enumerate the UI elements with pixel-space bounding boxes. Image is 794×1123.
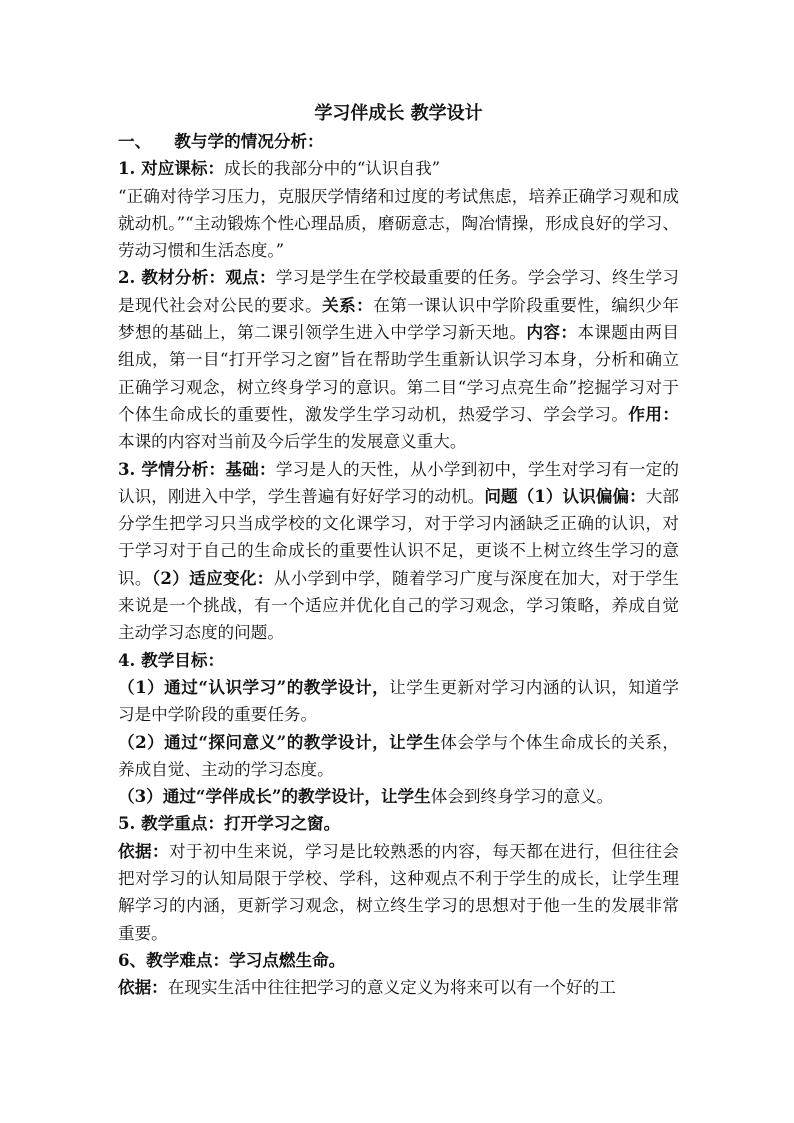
- paragraph-curriculum-quote: “正确对待学习压力，克服厌学情绪和过度的考试焦虑，培养正确学习观和成就动机。”“主动锻炼个性心理品质，磨砺意志，陶冶情操，形成良好的学习、劳动习惯和生活态度。”: [118, 186, 679, 261]
- goal-3: [118, 783, 679, 810]
- goal-1-bold: （1）通过“认识学习”的教学设计，: [118, 676, 390, 697]
- document-title: 学习伴成长 教学设计: [314, 103, 483, 124]
- goal-2-bold: （2）通过“探问意义”的教学设计，让学生: [118, 731, 441, 752]
- difficulty-heading: 6、教学难点：学习点燃生命。: [118, 949, 346, 970]
- problem-label: 问题（1）认识偏偏：: [484, 485, 646, 506]
- section-heading-1: [118, 128, 679, 155]
- section-label: 教与学的情况分析：: [174, 131, 324, 151]
- problem-text: 大部分学生把学习只当成学校的文化课学习，对于学习内涵缺乏正确的认识，对于学习对于自己的生命成长的重要性认识不足，更谈不上树立终生学习的意识。: [118, 486, 680, 588]
- relation-text: 在第一课认识中学阶段重要性，编织少年梦想的基础上，第二课引领学生进入中学学习新天地。: [118, 295, 680, 343]
- difficulty-basis-text: 在现实生活中往往把学习的意义定义为将来可以有一个好的工: [167, 978, 616, 998]
- difficulty-basis: [118, 974, 679, 1001]
- paragraph-learning-analysis: [118, 456, 679, 647]
- basis-text: 学习是人的天性，从小学到初中，学生对学习有一定的认识，刚进入中学，学生普遍有好好学习的动机。: [118, 459, 680, 506]
- section-number: 一、: [118, 131, 152, 151]
- viewpoint-label: 观点：: [225, 267, 276, 288]
- goal-1: [118, 674, 679, 729]
- content-text: 本课题由两目组成，第一目“打开学习之窗”旨在帮助学生重新认识学习本身，分析和确立正确学习观念，树立终身学习的意识。第二目“学习点亮生命”挖掘学习对于个体生命成长的重要性，激发学生学习动机，热爱学习、学会学习。: [118, 323, 680, 424]
- key-point-basis-label: 依据：: [118, 840, 170, 861]
- curriculum-label: 1. 对应课标：: [118, 158, 225, 179]
- paragraph-textbook-analysis: [118, 264, 679, 455]
- difficulty-basis-label: 依据：: [118, 977, 168, 998]
- adapt-label: （2）适应变化：: [151, 567, 274, 588]
- effect-text: 本课的内容对当前及今后学生的发展意义重大。: [118, 432, 467, 452]
- learning-analysis-label: 3. 学情分析：: [118, 458, 226, 479]
- viewpoint-text: 学习是学生在学校最重要的任务。学会学习、终生学习是现代社会对公民的要求。: [118, 268, 680, 315]
- key-point-basis-text: 对于初中生来说，学习是比较熟悉的内容，每天都在进行，但往往会把对学习的认知局限于学校、学科，这种观点不利于学生的成长，让学生理解学习的内涵，更新学习观念，树立终生学习的思想对于他一生的发展非常重要。: [118, 841, 680, 943]
- effect-label: 作用：: [628, 403, 680, 424]
- basis-label: 基础：: [225, 458, 276, 479]
- goal-2-text: 体会学与个体生命成长的关系，养成自觉、主动的学习态度。: [118, 732, 680, 779]
- adapt-text: 从小学到中学，随着学习广度与深度在加大，对于学生来说是一个挑战，有一个适应并优化自己的学习观念，学习策略，养成自觉主动学习态度的问题。: [118, 568, 680, 643]
- textbook-label: 2. 教材分析：: [118, 267, 226, 288]
- key-point-basis: [118, 838, 679, 947]
- goal-1-text: 让学生更新对学习内涵的认识，知道学习是中学阶段的重要任务。: [118, 677, 679, 725]
- content-label: 内容：: [526, 322, 578, 343]
- key-point-heading: 5. 教学重点：打开学习之窗。: [118, 813, 341, 834]
- paragraph-curriculum: [118, 155, 679, 182]
- goal-2: [118, 729, 679, 784]
- goal-3-text: 体会到终身学习的意义。: [430, 787, 614, 807]
- relation-label: 关系：: [322, 294, 374, 315]
- goal-3-bold: （3）通过“学伴成长”的教学设计，让学生: [118, 786, 431, 807]
- teaching-goals-heading: 4. 教学目标：: [118, 649, 225, 670]
- curriculum-text: 成长的我部分中的“认识自我”: [224, 159, 441, 179]
